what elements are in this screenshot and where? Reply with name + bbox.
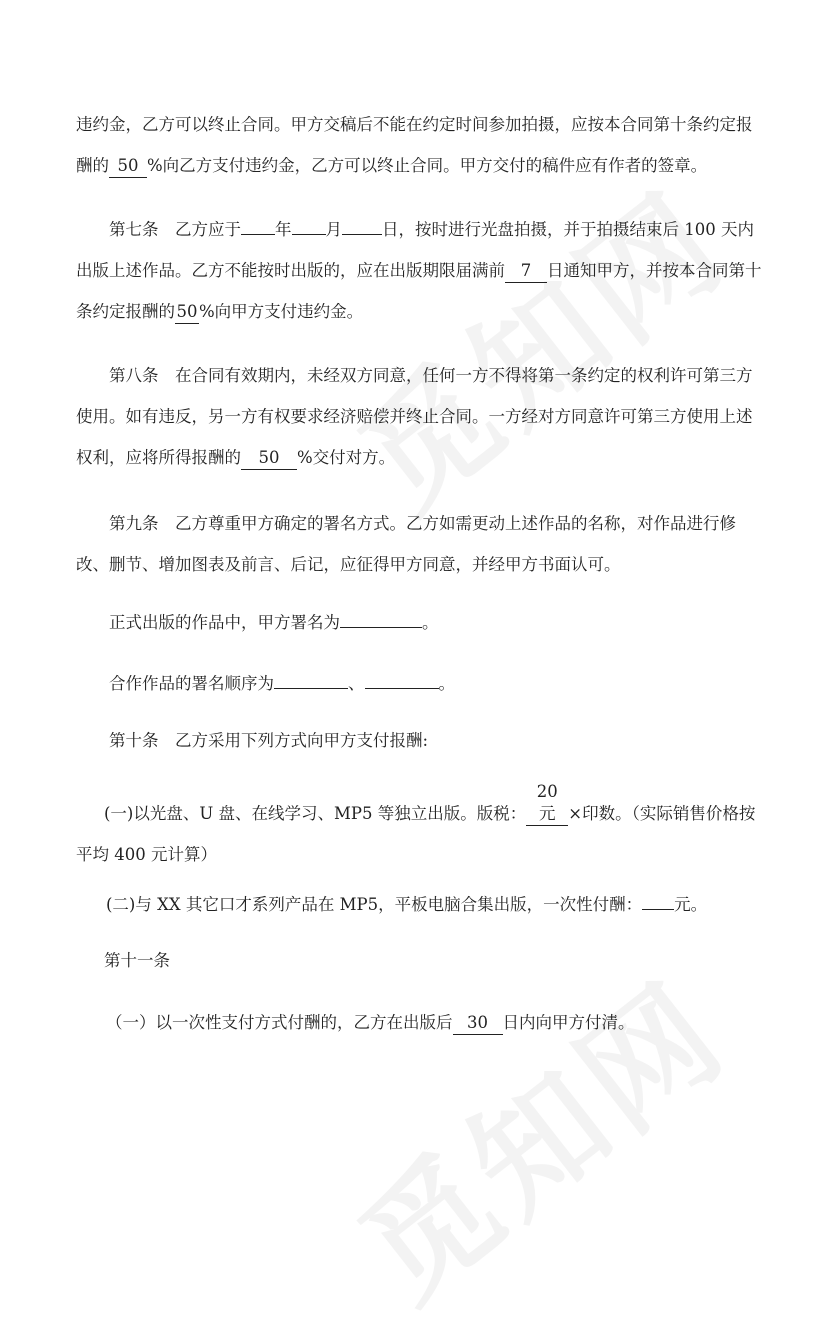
text: 酬的	[76, 156, 109, 175]
blank-name	[340, 627, 422, 628]
blank-year	[241, 234, 275, 235]
text: 违约金，乙方可以终止合同。甲方交稿后不能在约定时间参加拍摄，应按本合同第十条约定报	[76, 115, 753, 134]
text: 、	[348, 674, 365, 693]
text: 合作作品的署名顺序为	[109, 674, 274, 693]
text: 月	[325, 220, 342, 239]
blank-value: 50	[175, 301, 199, 324]
text: 元。	[674, 895, 708, 914]
text: (二)与 XX 其它口才系列产品在 MP5，平板电脑合集出版，一次性付酬：	[106, 895, 643, 914]
text: 出版上述作品。乙方不能按时出版的，应在出版期限届满前	[76, 261, 505, 280]
signature-line-2	[76, 663, 766, 704]
text: 年	[275, 220, 292, 239]
signature-line-1	[76, 602, 766, 643]
text: 日内向甲方付清。	[502, 1013, 635, 1032]
text: %交付对方。	[297, 448, 396, 467]
article-11-title: 第十一条	[104, 951, 170, 970]
text: 。	[438, 674, 455, 693]
text: （一）以一次性支付方式付酬的，乙方在出版后	[106, 1013, 453, 1032]
text: (一)以光盘、U 盘、在线学习、MP5 等独立出版。版税：	[104, 804, 527, 823]
text: 。	[422, 613, 439, 632]
watermark	[316, 932, 757, 1334]
blank-amount	[642, 909, 674, 910]
blank-name	[274, 688, 348, 689]
article-10-title: 第十条 乙方采用下列方式向甲方支付报酬:	[109, 731, 429, 750]
blank-value: 7	[505, 260, 547, 283]
text: 正式出版的作品中，甲方署名为	[109, 613, 340, 632]
blank-value: 20 元	[526, 781, 568, 826]
watermark	[316, 142, 757, 544]
paragraph-breach	[76, 104, 766, 186]
blank-day	[342, 234, 382, 235]
text: 日通知甲方，并按本合同第	[547, 261, 745, 280]
text: 日，按时进行光盘拍摄，并于拍摄结束后 100 天内	[382, 220, 754, 239]
text: %向乙方支付违约金，乙方可以终止合同。甲方交付的稿件应有作者的签章。	[147, 156, 708, 175]
article-7	[76, 209, 766, 332]
blank-month	[292, 234, 326, 235]
article-9: 第九条 乙方尊重甲方确定的署名方式。乙方如需更动上述作品的名称，对作品进行修改、删节、增加图表及前言、后记，应征得甲方同意，并经甲方书面认可。	[76, 514, 736, 574]
text: 第八条 在合同有效期内，未经双方同意，任何一方不得将第一条约定的权利许可第三方使用。如有违反，另一方有权要求经济赔偿并终止合同。一方经对方同意许可第三方使用上述权利，应将所得报酬的	[76, 366, 753, 467]
blank-value: 30	[453, 1012, 503, 1035]
blank-name	[365, 688, 439, 689]
text: 第七条 乙方应于	[109, 220, 241, 239]
text: 十条约定报酬的	[76, 261, 762, 321]
text: %向甲方支付违约金。	[199, 302, 364, 321]
article-10-item-2	[76, 884, 766, 925]
blank-value: 50	[241, 447, 297, 470]
article-8	[76, 355, 766, 478]
blank-value: 50	[109, 155, 147, 178]
article-10-item-1	[76, 781, 766, 875]
text: ×印数。（实际销售价格按平均 400 元计算）	[76, 804, 756, 864]
article-11-item-1	[76, 1002, 766, 1043]
